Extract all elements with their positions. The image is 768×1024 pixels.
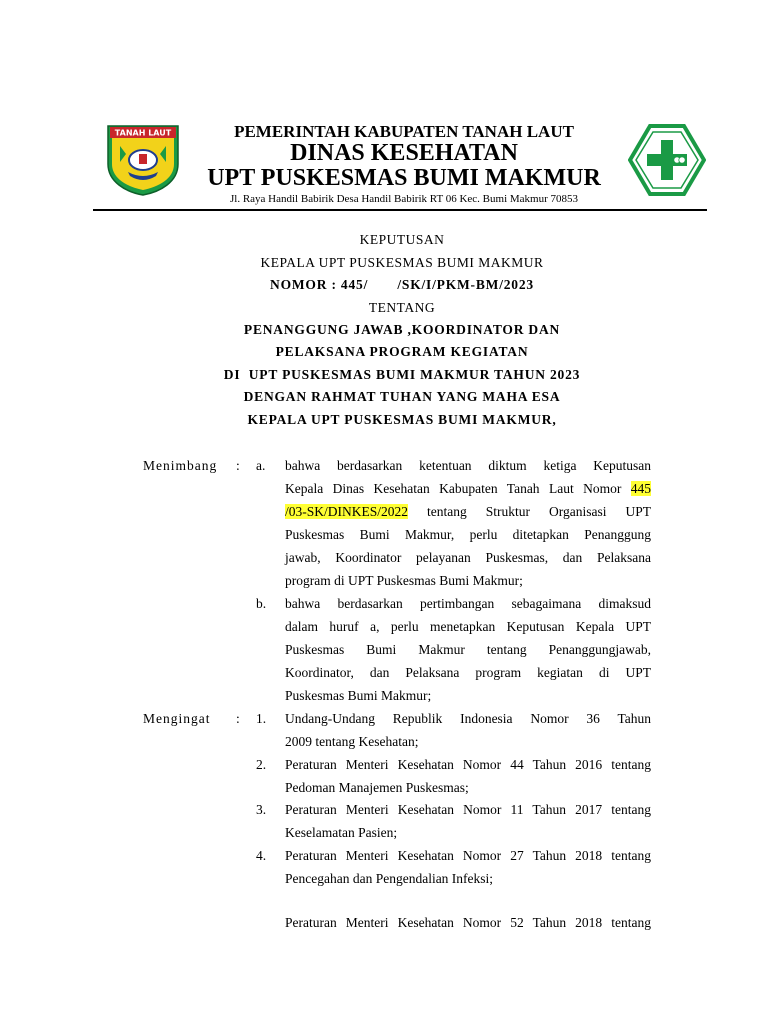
- crest-banner-text: TANAH LAUT: [114, 128, 172, 138]
- decree-subject-line-3: DI UPT PUSKESMAS BUMI MAKMUR TAHUN 2023: [223, 367, 581, 382]
- mengingat-colon: :: [236, 711, 240, 726]
- item-marker-1: 1.: [256, 711, 267, 726]
- menimbang-a-line: Puskesmas Bumi Makmur, perlu ditetapkan Penanggung: [285, 527, 651, 542]
- text-run: tentang Struktur Organisasi UPT: [408, 504, 651, 519]
- decree-issuer: KEPALA UPT PUSKESMAS BUMI MAKMUR: [260, 255, 544, 270]
- menimbang-a-line: bahwa berdasarkan ketentuan diktum ketiga Keputusan: [285, 458, 651, 473]
- mengingat-label: Mengingat: [143, 711, 211, 726]
- item-marker-2: 2.: [256, 757, 267, 772]
- decree-number: NOMOR : 445/ /SK/I/PKM-BM/2023: [270, 277, 534, 292]
- item-marker-4: 4.: [256, 848, 267, 863]
- menimbang-b-line: Puskesmas Bumi Makmur;: [285, 688, 432, 703]
- item-marker-b: b.: [256, 596, 267, 611]
- menimbang-a-line: [285, 481, 651, 497]
- menimbang-b-line: Koordinator, dan Pelaksana program kegiatan di UPT: [285, 665, 651, 680]
- item-marker-3: 3.: [256, 802, 267, 817]
- highlighted-number: /03-SK/DINKES/2022: [285, 504, 409, 519]
- letterhead-divider: [93, 209, 707, 211]
- mengingat-1-line: 2009 tentang Kesehatan;: [285, 734, 419, 749]
- mengingat-1-line: Undang-Undang Republik Indonesia Nomor 36 Tahun: [285, 711, 651, 726]
- decree-invocation: DENGAN RAHMAT TUHAN YANG MAHA ESA: [243, 389, 561, 404]
- puskesmas-logo: [628, 124, 706, 196]
- menimbang-a-line: jawab, Koordinator pelayanan Puskesmas, dan Pelaksana: [285, 550, 651, 565]
- menimbang-b-line: Puskesmas Bumi Makmur tentang Penanggungjawab,: [285, 642, 651, 657]
- mengingat-2-line: Peraturan Menteri Kesehatan Nomor 44 Tahun 2016 tentang: [285, 757, 651, 772]
- mengingat-4-line: Pencegahan dan Pengendalian Infeksi;: [285, 871, 494, 886]
- highlighted-number: 445: [630, 481, 651, 496]
- mengingat-2-line: Pedoman Manajemen Puskesmas;: [285, 780, 469, 795]
- text-run: Kepala Dinas Kesehatan Kabupaten Tanah Laut Nomor: [285, 481, 631, 496]
- menimbang-a-line: program di UPT Puskesmas Bumi Makmur;: [285, 573, 523, 588]
- decree-signatory: KEPALA UPT PUSKESMAS BUMI MAKMUR,: [247, 412, 557, 427]
- letterhead-government: PEMERINTAH KABUPATEN TANAH LAUT: [234, 122, 574, 141]
- letterhead-agency: DINAS KESEHATAN: [290, 140, 518, 166]
- decree-subject-line-2: PELAKSANA PROGRAM KEGIATAN: [275, 344, 529, 359]
- letterhead-unit: UPT PUSKESMAS BUMI MAKMUR: [207, 165, 601, 191]
- mengingat-5-line: Peraturan Menteri Kesehatan Nomor 52 Tahun 2018 tentang: [285, 915, 651, 930]
- mengingat-3-line: Peraturan Menteri Kesehatan Nomor 11 Tahun 2017 tentang: [285, 802, 651, 817]
- mengingat-3-line: Keselamatan Pasien;: [285, 825, 398, 840]
- decree-about: TENTANG: [368, 300, 436, 315]
- letterhead-address: Jl. Raya Handil Babirik Desa Handil Babirik RT 06 Kec. Bumi Makmur 70853: [229, 193, 579, 205]
- mengingat-4-line: Peraturan Menteri Kesehatan Nomor 27 Tahun 2018 tentang: [285, 848, 651, 863]
- menimbang-colon: :: [236, 458, 240, 473]
- menimbang-a-line: [285, 504, 651, 520]
- menimbang-label: Menimbang: [143, 458, 218, 473]
- menimbang-b-line: bahwa berdasarkan pertimbangan sebagaimana dimaksud: [285, 596, 651, 611]
- menimbang-b-line: dalam huruf a, perlu menetapkan Keputusan Kepala UPT: [285, 619, 651, 634]
- decree-heading: KEPUTUSAN: [359, 232, 445, 247]
- item-marker-a: a.: [256, 458, 266, 473]
- decree-subject-line-1: PENANGGUNG JAWAB ,KOORDINATOR DAN: [243, 322, 561, 337]
- tanah-laut-crest-logo: [106, 124, 180, 196]
